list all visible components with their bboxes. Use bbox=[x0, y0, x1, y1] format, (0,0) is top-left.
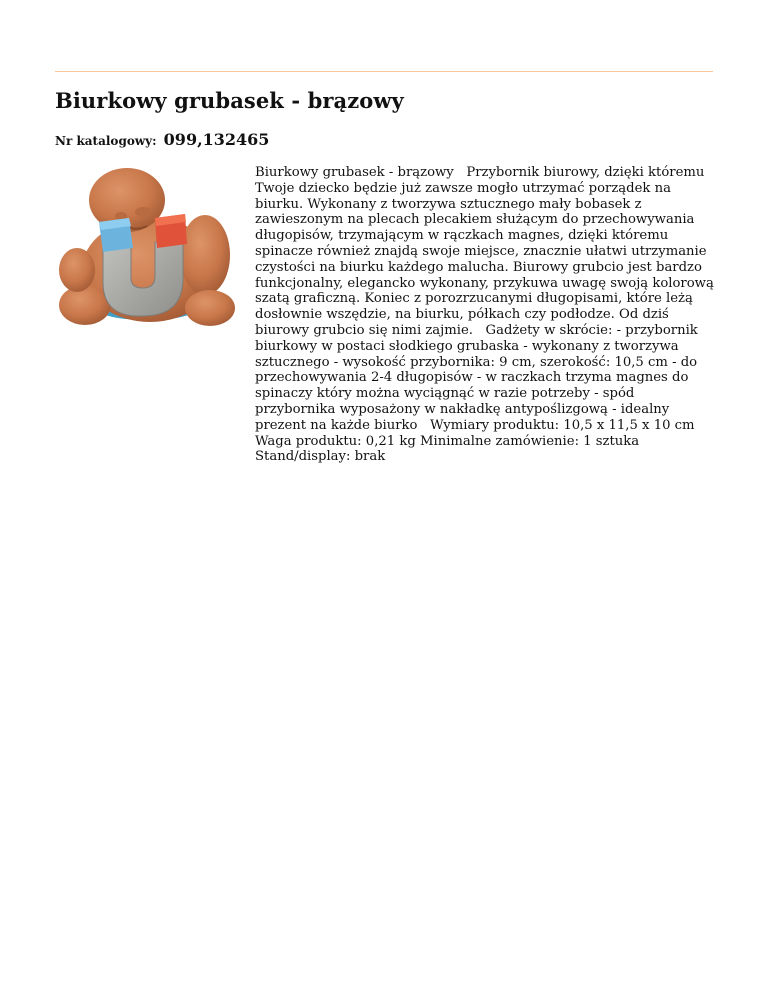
product-description: Biurkowy grubasek - brązowy Przybornik biurowy, dzięki któremu Twoje dziecko będzie już zawsze mogło utrzymać porządek na biurku. Wykonany z tworzywa sztucznego mały bobasek z zawieszonym na plecach plecakiem służącym do przechowywania długopisów, trzymającym w rączkach magnes, dzięki któremu spinacze również znajdą swoje miejsce, znacznie ułatwi utrzymanie czystości na biurku każdego malucha. Biurowy grubcio jest bardzo funkcjonalny, elegancko wykonany, przykuwa uwagę swoją kolorową szatą graficzną. Koniec z porozrzucanymi długopisami, które leżą dosłownie wszędzie, na biurku, półkach czy podłodze. Od dziś biurowy grubcio się nimi zajmie. Gadżety w skrócie: - przybornik biurkowy w postaci słodkiego grubaska - wykonany z tworzywa sztucznego - wysokość przybornika: 9 cm, szerokość: 10,5 cm - do przechowywania 2-4 długopisów - w raczkach trzyma magnes do spinaczy który można wyciągnąć w razie potrzeby - spód przybornika wyposażony w nakładkę antypoślizgową - idealny prezent na każde biurko Wymiary produktu: 10,5 x 11,5 x 10 cm Waga produktu: 0,21 kg Minimalne zamówienie: 1 sztuka Stand/display: brak bbox=[255, 165, 719, 465]
catalog-number-row bbox=[55, 130, 269, 149]
product-title: Biurkowy grubasek - brązowy bbox=[55, 88, 404, 113]
header-divider bbox=[55, 71, 713, 72]
product-illustration bbox=[55, 160, 240, 340]
catalog-number: 099,132465 bbox=[163, 130, 270, 149]
catalog-label: Nr katalogowy: bbox=[55, 134, 157, 148]
product-image bbox=[55, 160, 240, 340]
